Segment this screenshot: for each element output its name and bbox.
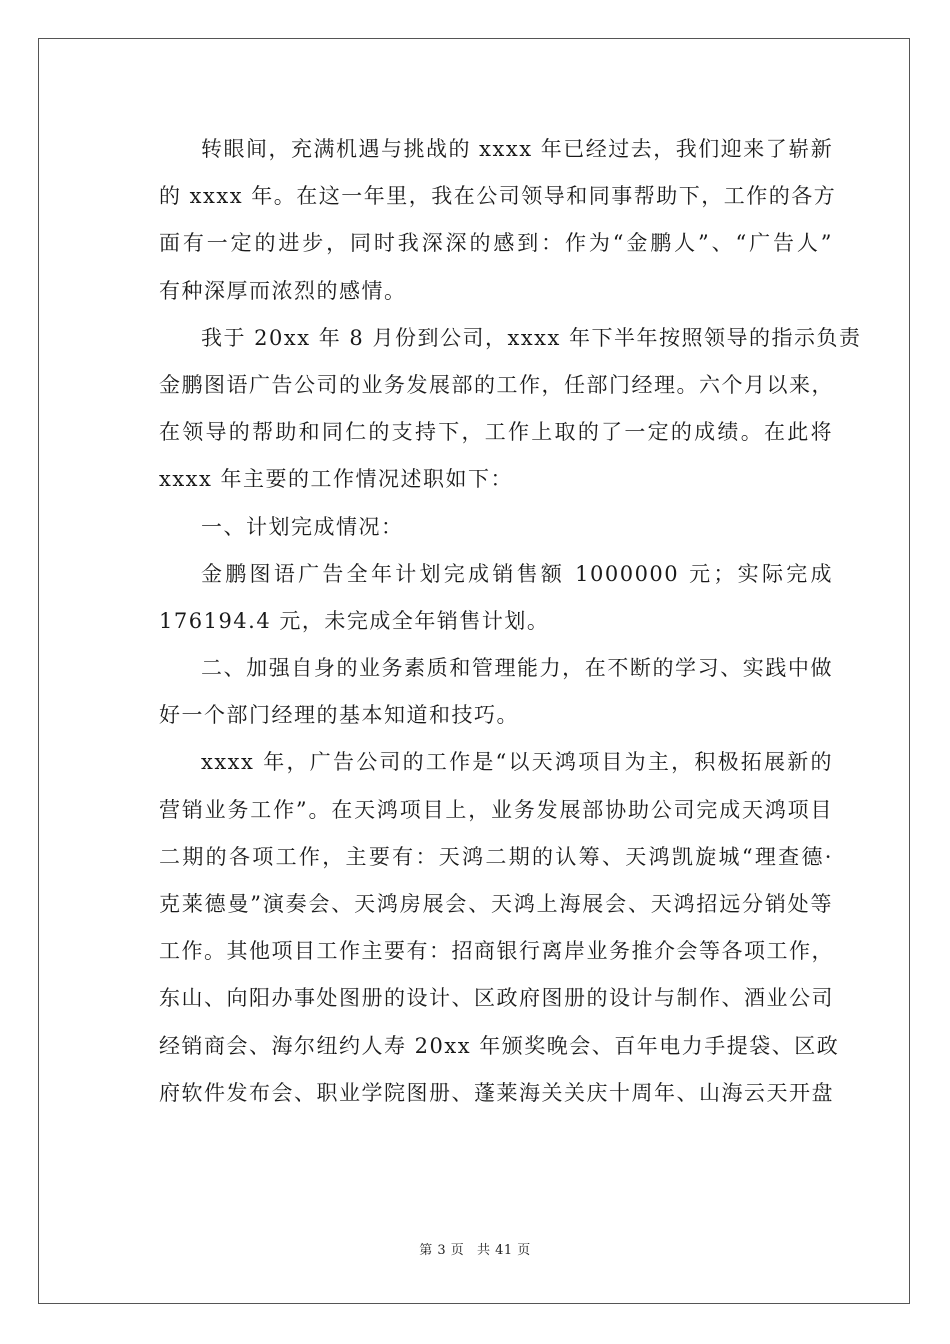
text-line: 金鹏图语广告公司的业务发展部的工作，任部门经理。六个月以来， — [159, 372, 834, 397]
page-number: 第 3 页 — [419, 1243, 465, 1258]
text-line: xxxx 年主要的工作情况述职如下： — [159, 467, 514, 492]
text-line: 面有一定的进步，同时我深深的感到：作为“金鹏人”、“广告人” — [159, 231, 833, 256]
text-line: 我于 20xx 年 8 月份到公司，xxxx 年下半年按照领导的指示负责 — [201, 325, 862, 350]
text-line: 二、加强自身的业务素质和管理能力，在不断的学习、实践中做 — [201, 656, 833, 681]
text-line: 在领导的帮助和同仁的支持下，工作上取的了一定的成绩。在此将 — [159, 420, 833, 445]
paragraph-1 — [117, 126, 837, 315]
text-line: 营销业务工作”。在天鸿项目上，业务发展部协助公司完成天鸿项目 — [159, 797, 833, 822]
document-body — [117, 126, 862, 1117]
text-line: 经销商会、海尔纽约人寿 20xx 年颁奖晚会、百年电力手提袋、区政 — [159, 1033, 840, 1058]
page-footer — [0, 1239, 950, 1258]
text-line: 的 xxxx 年。在这一年里，我在公司领导和同事帮助下，工作的各方 — [159, 184, 837, 209]
text-line: 东山、向阳办事处图册的设计、区政府图册的设计与制作、酒业公司 — [159, 986, 834, 1011]
text-line: 一、计划完成情况： — [201, 514, 404, 539]
text-line: 府软件发布会、职业学院图册、蓬莱海关关庆十周年、山海云天开盘 — [159, 1080, 834, 1105]
section-heading-ability — [117, 645, 833, 739]
text-line: 工作。其他项目工作主要有：招商银行离岸业务推介会等各项工作， — [159, 939, 834, 964]
text-line: 好一个部门经理的基本知道和技巧。 — [159, 703, 519, 728]
paragraph-sales — [117, 551, 833, 645]
text-line: 克莱德曼”演奏会、天鸿房展会、天鸿上海展会、天鸿招远分销处等 — [159, 892, 833, 916]
paragraph-2 — [117, 315, 862, 504]
text-line: 有种深厚而浓烈的感情。 — [159, 278, 407, 303]
text-line: 176194.4 元，未完成全年销售计划。 — [159, 608, 550, 633]
text-line: 转眼间，充满机遇与挑战的 xxxx 年已经过去，我们迎来了崭新 — [201, 137, 834, 161]
section-heading-plan — [117, 504, 833, 551]
paragraph-projects — [117, 739, 840, 1117]
text-line: 金鹏图语广告全年计划完成销售额 1000000 元；实际完成 — [201, 561, 833, 586]
text-line: 二期的各项工作，主要有：天鸿二期的认筹、天鸿凯旋城“理查德· — [159, 844, 833, 869]
page-total: 共 41 页 — [476, 1243, 531, 1258]
text-line: xxxx 年，广告公司的工作是“以天鸿项目为主，积极拓展新的 — [201, 750, 833, 775]
